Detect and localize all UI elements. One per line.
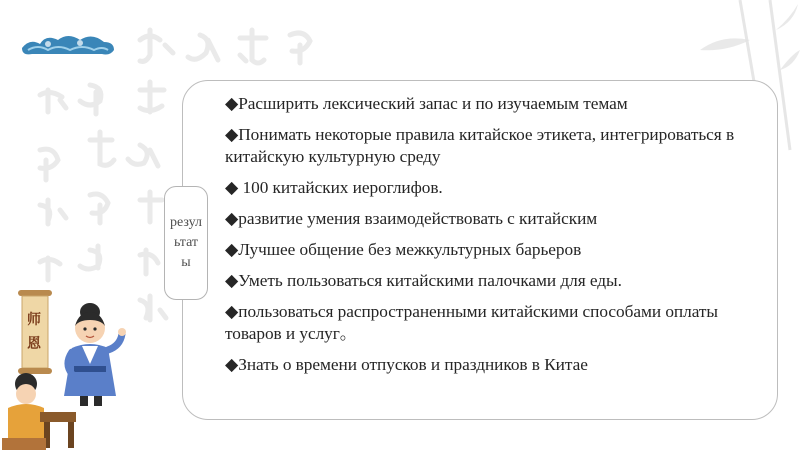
results-list bbox=[225, 93, 775, 385]
list-item: ◆Уметь пользоваться китайскими палочками для еды. bbox=[225, 271, 622, 290]
list-item: ◆развитие умения взаимодействовать с китайским bbox=[225, 209, 598, 228]
kid-character-icon bbox=[0, 372, 80, 450]
scroll-icon bbox=[14, 288, 56, 376]
results-label-card bbox=[164, 186, 208, 300]
list-item: ◆ 100 китайских иероглифов. bbox=[225, 178, 443, 197]
list-item: ◆Расширить лексический запас и по изучаемым темам bbox=[225, 94, 628, 113]
list-item: ◆Знать о времени отпусков и праздников в Китае bbox=[225, 355, 588, 374]
list-item: ◆Понимать некоторые правила китайское этикета, интегрироваться в китайскую культурную среду bbox=[225, 125, 735, 166]
list-item: ◆Лучшее общение без межкультурных барьеров bbox=[225, 240, 582, 259]
results-label: результаты bbox=[170, 215, 202, 270]
cloud-ornament-icon bbox=[18, 30, 118, 58]
results-card bbox=[182, 80, 778, 420]
list-item: ◆пользоваться распространенными китайскими способами оплаты товаров и услуг。 bbox=[225, 302, 718, 343]
scroll-text: 师恩 bbox=[27, 312, 41, 352]
